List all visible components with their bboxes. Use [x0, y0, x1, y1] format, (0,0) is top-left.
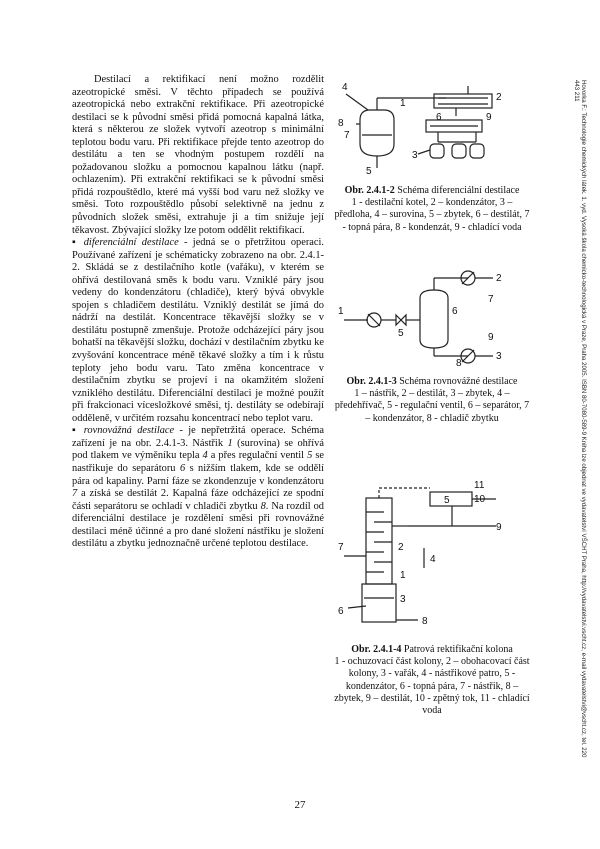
- caption-3-number: Obr. 2.4.1-4: [351, 644, 402, 655]
- page-number: 27: [294, 799, 306, 811]
- caption-2-number: Obr. 2.4.1-3: [346, 376, 397, 387]
- fig2-label-9: 9: [488, 332, 494, 343]
- diagram-plate-column: [338, 478, 508, 636]
- fig3-label-1: 1: [400, 570, 406, 581]
- paragraph-equilibrium: ▪ rovnovážná destilace - je nepřetržitá operace. Schéma zařízení je na obr. 2.4.1-3. Nástřik 1 (surovina) se ohřívá pod tlakem ve výměníku tepla 4 a přes regulační ventil 5 se nastřikuje do separátoru 6 s nižším tlakem, kde se oddělí pára od kapaliny. Parní fáze se zkondenzuje v kondenzátoru 7 a získá se destilát 2. Kapalná fáze odcházející ze spodní části separátoru se ochladí v chladiči zbytku 8. Na rozdíl od diferenciální destilace je rozdělení směsi při rovnovážné destilaci méně účinné a pro dané složení nástřiku je složení destilátu a zbytku jednoznačně určené teplotou destilace.: [72, 425, 325, 550]
- fig2-label-1: 1: [338, 306, 344, 317]
- caption-figure-3: [332, 644, 532, 717]
- fig1-label-4: 4: [342, 82, 348, 93]
- fig3-label-8: 8: [422, 616, 428, 627]
- ref-num: 6: [179, 462, 186, 474]
- fig1-label-9: 9: [486, 112, 492, 123]
- fig1-label-6: 6: [436, 112, 442, 123]
- side-citation-note: [572, 80, 587, 760]
- ref-num: 5: [307, 450, 313, 462]
- fig3-label-10: 10: [474, 494, 486, 505]
- fig3-label-3: 3: [400, 594, 406, 605]
- caption-2-title: Schéma rovnovážné destilace: [396, 376, 518, 387]
- fig1-label-8: 8: [338, 118, 344, 129]
- paragraph-differential: ▪ diferenciální destilace - jedná se o přetržitou operaci. Používané zařízení je schématicky zobrazeno na obr. 2.4.1-2. Skládá se z destilačního kotle (vařáku), v kterém se ohřívá destilovaná směs k bodu varu. Vzniklé páry jsou vedeny do kondenzátoru (chladiče), který bývá obvykle spojen s chladičem destilátu. Vzniklý destilát se jímá do nádrží na destilát. Koncentrace těkavější složky se v destilátu postupně zmenšuje. Protože odcházející páry jsou bohatší na těkavější složku, dochází v destilačním zbytku ke zvyšování koncentrace méně těkavé složky a tím i k růstu teploty jeho bodu varu. Tato změna koncentrace v destilačním zbytku se projeví i na okamžitém složení vzniklého destilátu. Diferenciální destilaci je možné použít při frakcionaci vícesložkové směsi, tj. destiláty se odebírají odděleně, v určitém rozsahu koncentrací nebo teplot varu.: [72, 237, 324, 424]
- text-seg: . Na rozdíl od diferenciální destilace je rozdělení směsi při rovnovážné destilaci méně účinné a pro dané složení nástřiku je složení destilátu a zbytku jednoznačně určené teplotou destilace.: [72, 500, 324, 550]
- text-seg: (surovina) se ohřívá pod tlakem ve výměníku tepla: [72, 437, 324, 462]
- caption-1-legend: 1 - destilační kotel, 2 – kondenzátor, 3 – předloha, 4 – surovina, 5 – zbytek, 6 – destilát, 7 - topná pára, 8 - kondenzát, 9 - chladící voda: [334, 197, 530, 233]
- side-citation-text: Hovorka F.: Technologie chemických látek. 1. vyd. Vysoká škola chemicko-technologická v Praze, Praha 2005. ISBN 80-7080-589-9 Kniha lze objednat ve vydavatelství VŠCHT Praha, http://vydavatelstvi.vscht.cz, e-mail vydavatelstvi@vscht.cz, tel. 220 443 211: [572, 80, 587, 758]
- figure-plate-column: [338, 478, 508, 636]
- fig1-label-3: 3: [412, 150, 418, 161]
- fig3-label-4: 4: [430, 554, 436, 565]
- fig2-label-2: 2: [496, 273, 502, 284]
- paragraph-intro: Destilací a rektifikací není možno rozdělit azeotropické směsi. V těchto případech se používá azeotropická nebo extrakční rektifikace. Při azeotropické destilaci se k původní směsi přidá pomocná kapalná látka, která s některou ze složek vytvoří azeotrop s minimální teplotou bodu varu. Při rektifikace přejde tento azeotrop do destilátu a ten se vhodným postupem rozdělí na požadovanou složku a pomocnou kapalnou látku (např. ochlazením). Při extrakční rektifikaci se k původní směsi přidá rozpouštědlo, které má vyšší bod varu než složky ve směsi. Toto rozpouštědlo působí selektivně na jednu z původních složek směsi, extrahuje ji a tím snižuje její těkavost. Zbývající složky lze potom oddělit rektifikací.: [72, 74, 324, 236]
- caption-1-title: Schéma diferenciální destilace: [394, 185, 520, 196]
- ref-num: 1: [227, 437, 233, 449]
- fig3-label-6: 6: [338, 606, 344, 617]
- text-seg: a přes regulační ventil: [207, 450, 308, 462]
- text-seg: a získá se destilát 2. Kapalná fáze odcházející ze spodní části separátoru se ochladí v chladiči zbytku: [72, 488, 324, 512]
- main-text-column: [72, 74, 324, 551]
- fig2-label-8: 8: [456, 358, 462, 366]
- diagram-equilibrium: [338, 268, 508, 366]
- caption-3-title: Patrová rektifikační kolona: [401, 644, 513, 655]
- term-equilibrium: rovnovážná destilace: [83, 425, 175, 437]
- caption-2-legend: 1 – nástřik, 2 – destilát, 3 – zbytek, 4 – předehřívač, 5 - regulační ventil, 6 – separátor, 7 – kondenzátor, 8 - chladič zbytku: [334, 388, 530, 424]
- fig3-label-9: 9: [496, 522, 502, 533]
- caption-figure-1: [332, 185, 532, 234]
- fig1-label-7: 7: [344, 130, 350, 141]
- fig2-label-6: 6: [452, 306, 458, 317]
- fig2-label-7: 7: [488, 294, 494, 305]
- diagram-differential: [338, 80, 508, 176]
- ref-num: 8: [260, 500, 266, 512]
- fig2-label-3: 3: [496, 351, 502, 362]
- ref-num: 4: [202, 450, 208, 462]
- text-seg: - je nepřetržitá operace. Schéma zařízení je na obr. 2.4.1-3. Nástřik: [72, 425, 325, 449]
- text-seg: s nižším tlakem, kde se oddělí pára od kapaliny. Parní fáze se zkondenzuje v kondenzátoru: [72, 462, 324, 487]
- fig3-label-5: 5: [444, 495, 450, 506]
- fig3-label-7: 7: [338, 542, 344, 553]
- ref-num: 7: [72, 488, 78, 500]
- figure-differential-distillation: [338, 80, 508, 176]
- fig3-label-2: 2: [398, 542, 404, 553]
- fig1-label-5: 5: [366, 166, 372, 176]
- caption-1-number: Obr. 2.4.1-2: [344, 185, 395, 196]
- fig1-label-2: 2: [496, 92, 502, 103]
- paragraph-differential-text: - jedná se o přetržitou operaci. Používané zařízení je schématicky zobrazeno na obr. 2.4.1-2. Skládá se z destilačního kotle (vařáku), v kterém se ohřívá destilovaná směs k bodu varu. Vzniklé páry jsou vedeny do kondenzátoru (chladiče), který bývá obvykle spojen s chladičem destilátu. Vzniklý destilát se jímá do nádrží na destilát. Koncentrace těkavější složky se v destilátu postupně zmenšuje. Protože odcházející páry jsou bohatší na těkavější složku, dochází v destilačním zbytku ke zvyšování koncentrace méně těkavé složky a tím i k růstu teploty jeho bodu varu. Tato změna koncentrace v destilačním zbytku se projeví i na okamžitém složení vzniklého destilátu. Diferenciální destilaci je možné použít při frakcionaci vícesložkové směsi, tj. destiláty se odebírají odděleně, v určitém rozsahu koncentrací nebo teplot varu.: [72, 237, 324, 424]
- term-differential: diferenciální destilace: [83, 237, 179, 249]
- caption-3-legend: 1 - ochuzovací část kolony, 2 – obohacovací část kolony, 3 - vařák, 4 - nástřikové patro, 5 - kondenzátor, 6 - topná pára, 7 - nástřik, 8 – zbytek, 9 – destilát, 10 - zpětný tok, 11 - chladící voda: [334, 656, 530, 717]
- fig3-label-11: 11: [474, 480, 485, 491]
- fig2-label-5: 5: [398, 328, 404, 339]
- caption-figure-2: [332, 376, 532, 425]
- figure-equilibrium-distillation: [338, 268, 508, 366]
- text-seg: se nastřikuje do separátoru: [72, 450, 324, 474]
- fig1-label-1: 1: [400, 98, 406, 109]
